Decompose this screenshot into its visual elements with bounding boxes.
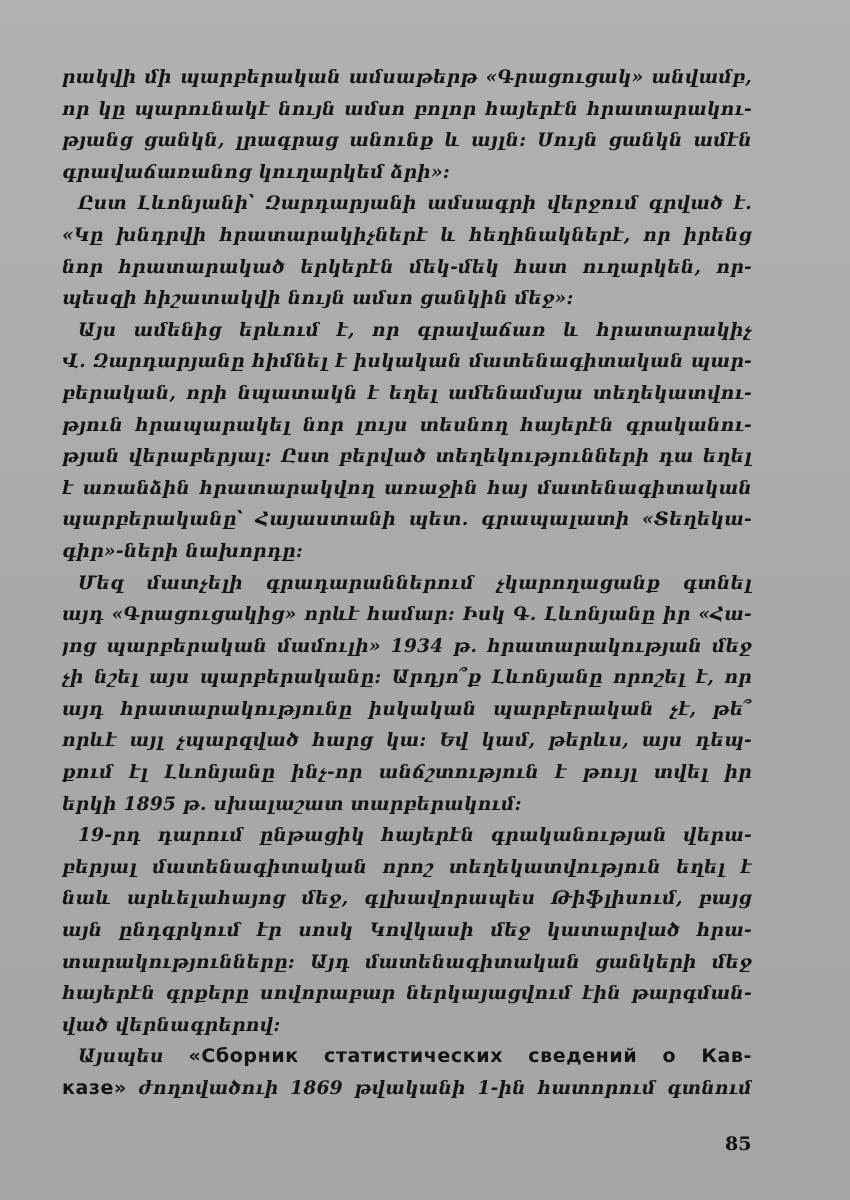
text-line: պեսզի հիշատակվի նույն ամսո ցանկին մեջ»: [62,288,574,310]
text-line: տարակությունները: Այդ մատենագիտական ցանկերի մեջ [62,951,752,973]
text-line: որևէ այլ չպարզված հարց կա: Եվ կամ, թերևս, այս դեպ- [62,730,752,752]
text-line: բերյալ մատենագիտական որոշ տեղեկատվություն եղել է [62,856,752,878]
text-line: թյուն հրապարակել նոր լույս տեսնող հայերէն գրականու- [62,414,752,436]
text-line: երկի 1895 թ. սխալաշատ տարբերակում: [62,793,522,815]
paragraph-first-line: 19-րդ դարում ընթացիկ հայերէն գրականության վերա- [78,825,752,847]
text-line: այդ «Գրացուցակից» որևէ համար: Իսկ Գ. Լևոնյանը իր «Հա- [62,604,752,626]
text-line: թյանց ցանկն, լրագրաց անունք և այլն: Սույն ցանկն ամէն [62,130,752,152]
text-line: բերական, որի նպատակն է եղել ամենամսյա տեղեկատվու- [62,382,752,404]
text-line: նաև արևելահայոց մեջ, գլխավորապես Թիֆլիսում, բայց [62,888,752,910]
text-line: հայերէն գրքերը սովորաբար ներկայացվում էին թարգման- [62,983,752,1005]
text-line [62,1073,752,1105]
text-line: այդ հրատարակությունը իսկական պարբերական չէ, թե՞ [62,698,752,720]
text-line: քում էլ Լևոնյանը ինչ-որ անճշտություն է թույլ տվել իր [62,762,752,784]
russian-title-text: «Сборник статистических сведений о Кав- [188,1045,752,1068]
text-line: չի նշել այս պարբերականը: Արդյո՞ք Լևոնյանը որոշել է, որ [62,667,752,689]
text-line: է առանձին հրատարակվող առաջին հայ մատենագիտական [62,477,752,499]
paragraph-first-line: Ըստ Լևոնյանի՝ Զարդարյանի ամսագրի վերջում գրված է. [78,193,752,215]
text-line: նոր հրատարակած երկերէն մեկ-մեկ հատ ուղարկեն, որ- [62,256,752,278]
text-line: յոց պարբերական մամուլի» 1934 թ. հրատարակության մեջ [62,635,752,657]
body-text [62,62,752,1105]
paragraph-first-line [62,1041,752,1073]
russian-title-text: казе» [62,1077,127,1099]
text-line: որ կը պարունակէ նույն ամսո բոլոր հայերէն հրատարակու- [62,98,752,120]
text-line: «Կը խնդրվի հրատարակիչներէ և հեղինակներէ, որ իրենց [62,224,752,246]
armenian-text: ժողովածուի 1869 թվականի 1-ին հատորում գտնում [138,1078,752,1099]
text-line: գրավաճառանոց կուղարկեմ ձրի»: [62,161,451,183]
armenian-text: Այսպես [78,1046,164,1068]
text-line: պարբերականը՝ Հայաստանի պետ. գրապալատի «Տեղեկա- [62,509,752,531]
text-line: գիր»-ների նախորդը: [62,540,303,562]
text-line: Վ. Զարդարյանը հիմնել է իսկական մատենագիտական պար- [62,351,752,373]
text-line: այն ընդգրկում էր սոսկ Կովկասի մեջ կատարված հրա- [62,920,752,942]
text-line: թյան վերաբերյալ: Ըստ բերված տեղեկությունների դա եղել [62,446,752,468]
paragraph-first-line: Այս ամենից երևում է, որ գրավաճառ և հրատարակիչ [78,319,752,341]
paragraph-first-line: Մեզ մատչելի գրադարաններում չկարողացանք գտնել [78,572,752,594]
text-line: ված վերնագրերով: [62,1014,281,1036]
text-line: րակվի մի պարբերական ամսաթերթ «Գրացուցակ» անվամբ, [62,67,752,88]
page-number: 85 [725,1133,752,1155]
